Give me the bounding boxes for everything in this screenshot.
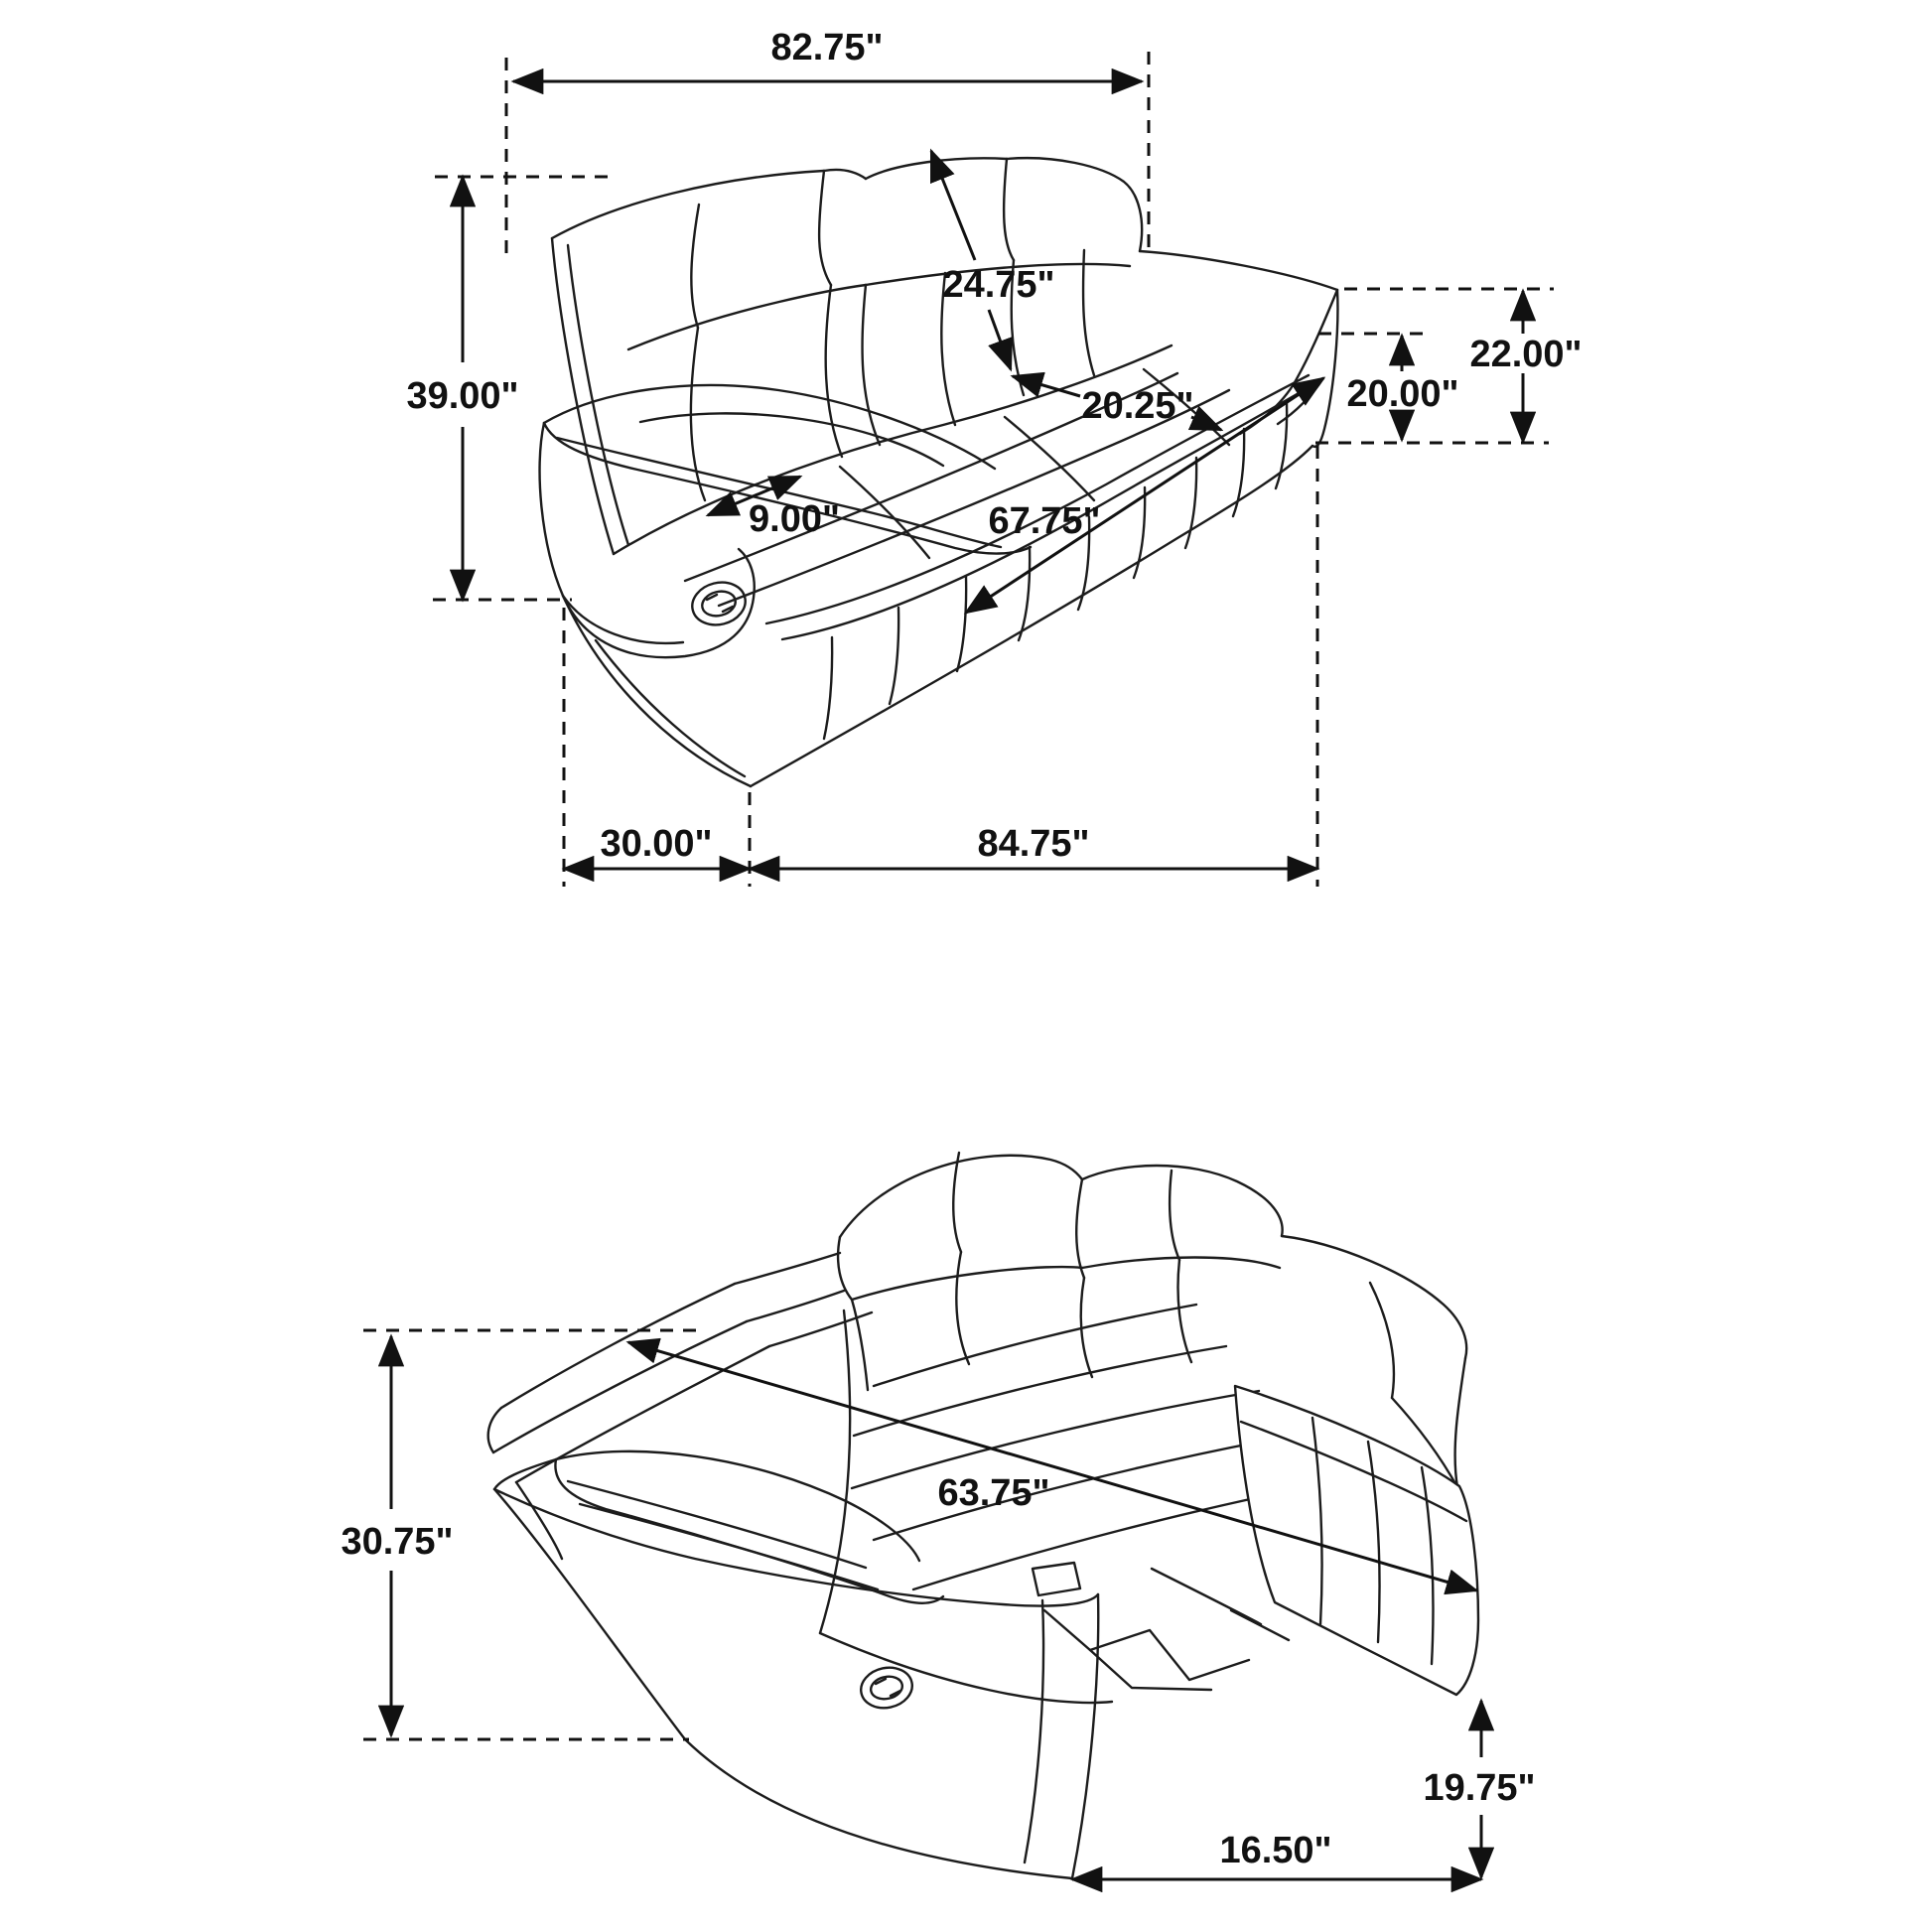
dim-overall-width bbox=[506, 27, 1149, 254]
dim-label-back-cushion: 24.75" bbox=[942, 264, 1055, 306]
dim-label-arm-top-width: 9.00" bbox=[749, 498, 840, 540]
dim-label-overall-height: 39.00" bbox=[406, 375, 519, 417]
dim-label-footrest-extension: 16.50" bbox=[1219, 1830, 1332, 1871]
dim-arm-height bbox=[1315, 289, 1583, 443]
upright-dimensions bbox=[406, 27, 1582, 887]
recline-mechanism bbox=[1033, 1563, 1289, 1690]
dim-back-cushion bbox=[931, 151, 1055, 369]
dim-footrest-height bbox=[1423, 1701, 1535, 1877]
dim-seat-height bbox=[1318, 334, 1459, 440]
dim-seat-depth bbox=[1013, 376, 1221, 430]
dim-label-arm-height: 22.00" bbox=[1469, 334, 1583, 375]
dim-label-footrest-height: 19.75" bbox=[1423, 1767, 1536, 1809]
dim-overall-length bbox=[750, 823, 1317, 869]
dim-overall-depth bbox=[564, 446, 1317, 887]
dim-arm-top-width bbox=[708, 477, 840, 540]
power-button-icon bbox=[688, 577, 751, 630]
dim-label-reclined-height: 30.75" bbox=[341, 1521, 454, 1563]
dim-label-overall-length: 84.75" bbox=[977, 823, 1090, 865]
dim-label-reclined-length: 63.75" bbox=[937, 1472, 1050, 1514]
dim-overall-height bbox=[406, 177, 614, 600]
dim-label-seat-height: 20.00" bbox=[1346, 373, 1459, 415]
dim-label-interior-seat-width: 67.75" bbox=[988, 500, 1101, 542]
upright-sofa-drawing bbox=[540, 158, 1338, 786]
power-button-icon bbox=[857, 1663, 915, 1713]
dim-label-overall-width: 82.75" bbox=[770, 27, 884, 69]
dim-reclined-height bbox=[341, 1330, 701, 1739]
dim-label-seat-depth: 20.25" bbox=[1081, 385, 1194, 427]
dim-footrest-extension bbox=[1072, 1830, 1481, 1879]
dim-label-overall-depth: 30.00" bbox=[600, 823, 713, 865]
reclined-sofa-drawing bbox=[488, 1153, 1478, 1878]
